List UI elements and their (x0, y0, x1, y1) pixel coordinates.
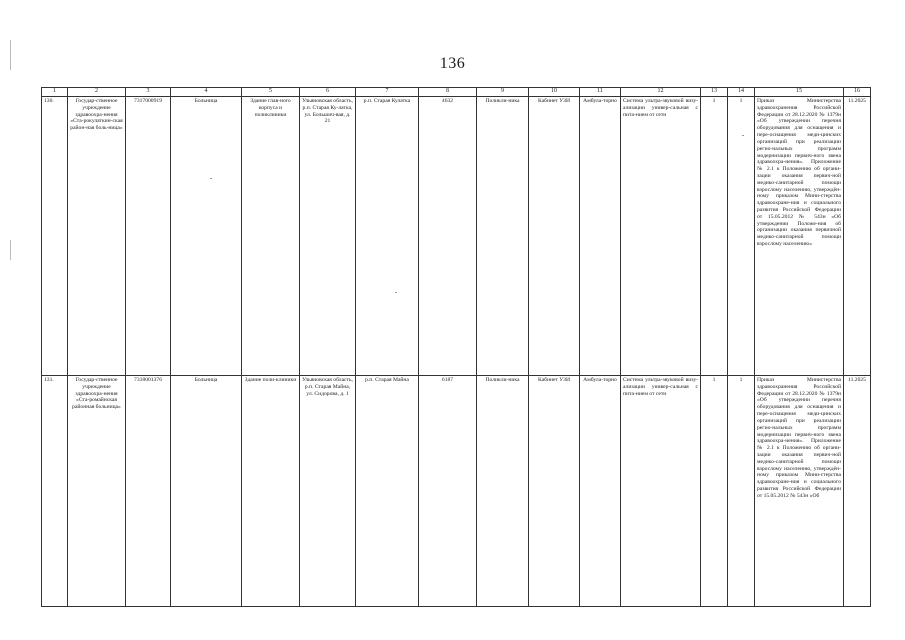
quantity-14: 1 (728, 376, 755, 607)
deadline-date: 11.2025 (844, 376, 871, 607)
column-number: 12 (621, 88, 701, 97)
care-conditions: Амбула-торно (580, 376, 621, 607)
organization-name: Государ-ственное учреждение здравоохра-нения «Ста-рокулаткин-ская район-ная боль-ница» (68, 97, 126, 376)
column-number: 5 (242, 88, 300, 97)
scan-margin-line (10, 240, 11, 260)
locality: р.п. Старая Кулатка (356, 97, 419, 376)
column-number: 8 (419, 88, 477, 97)
equipment-name: Система ультра-звуковой визу-ализации универ-сальная с пита-нием от сети (621, 97, 701, 376)
building-name: Здание поли-клиники (242, 376, 300, 607)
column-number: 11 (580, 88, 621, 97)
inn-code: 7318001376 (126, 376, 171, 607)
population: 4632 (419, 97, 477, 376)
quantity-13: 1 (701, 376, 728, 607)
table-row (42, 376, 871, 607)
care-conditions: Амбула-торно (580, 97, 621, 376)
equipment-registry-table (41, 87, 871, 607)
column-number-row (42, 88, 871, 97)
table-row (42, 97, 871, 376)
row-number: 130. (42, 97, 68, 376)
quantity-13: 1 (701, 97, 728, 376)
facility-type: Больница (171, 97, 242, 376)
locality: р.п. Старая Майна (356, 376, 419, 607)
organization-name: Государ-ственное учреждение здравоохра-нения «Ста-ромайнская районная больница» (68, 376, 126, 607)
column-number: 6 (300, 88, 356, 97)
department: Поликли-ника (477, 97, 529, 376)
column-number: 14 (728, 88, 755, 97)
column-number: 2 (68, 88, 126, 97)
building-name: Здание глав-ного корпуса и поликлиники (242, 97, 300, 376)
room: Кабинет УЗИ (529, 97, 580, 376)
column-number: 7 (356, 88, 419, 97)
column-number: 9 (477, 88, 529, 97)
address: Ульяновская область, р.п. Старая Майна, ул. Сидорова, д. 1 (300, 376, 356, 607)
quantity-14: 1 (728, 97, 755, 376)
column-number: 13 (701, 88, 728, 97)
population: 6187 (419, 376, 477, 607)
column-number: 1 (42, 88, 68, 97)
page-number: 136 (439, 55, 466, 72)
column-number: 3 (126, 88, 171, 97)
legal-basis: Приказ Министерства здравоохранения Российской Федерации от 28.12.2020 № 1379н «Об утверждении перечня оборудования для оснащения и пере-оснащения меди-цинских организаций при реализации регио-нальных программ модернизации первич-ного звена здравоохра-нения». Приложение № 2.1 к Положению об органи-зации оказания первич-ной медико-санитарной помощи взрослому населению, утверждён-ному приказом Мини-стерства здравоохране-ния и социального развития Российской Федерации от 15.05.2012 № 543н «Об утверждении Положе-ния об организации оказания первичной медико-санитарной помощи взрослому населению» (755, 97, 844, 376)
column-number: 15 (755, 88, 844, 97)
column-number: 4 (171, 88, 242, 97)
column-number: 10 (529, 88, 580, 97)
row-number: 131. (42, 376, 68, 607)
equipment-name: Система ультра-звуковой визу-ализации универ-сальная с пита-нием от сети (621, 376, 701, 607)
department: Поликли-ника (477, 376, 529, 607)
address: Ульяновская область, р.п. Старая Ку-латка, ул. Большич-вая, д. 21 (300, 97, 356, 376)
deadline-date: 11.2025 (844, 97, 871, 376)
facility-type: Больница (171, 376, 242, 607)
inn-code: 7317000919 (126, 97, 171, 376)
room: Кабинет УЗИ (529, 376, 580, 607)
column-number: 16 (844, 88, 871, 97)
legal-basis: Приказ Министерства здравоохранения Российской Федерации от 28.12.2020 № 1379н «Об утверждении перечня оборудования для оснащения и пере-оснащения меди-цинских организаций при реализации регио-нальных программ модернизации первич-ного звена здравоохра-нения». Приложение № 2.1 к Положению об органи-зации оказания первич-ной медико-санитарной помощи взрослому населению, утверждён-ному приказом Мини-стерства здравоохране-ния и социального развития Российской Федерации от 15.05.2012 № 543н «Об (755, 376, 844, 607)
